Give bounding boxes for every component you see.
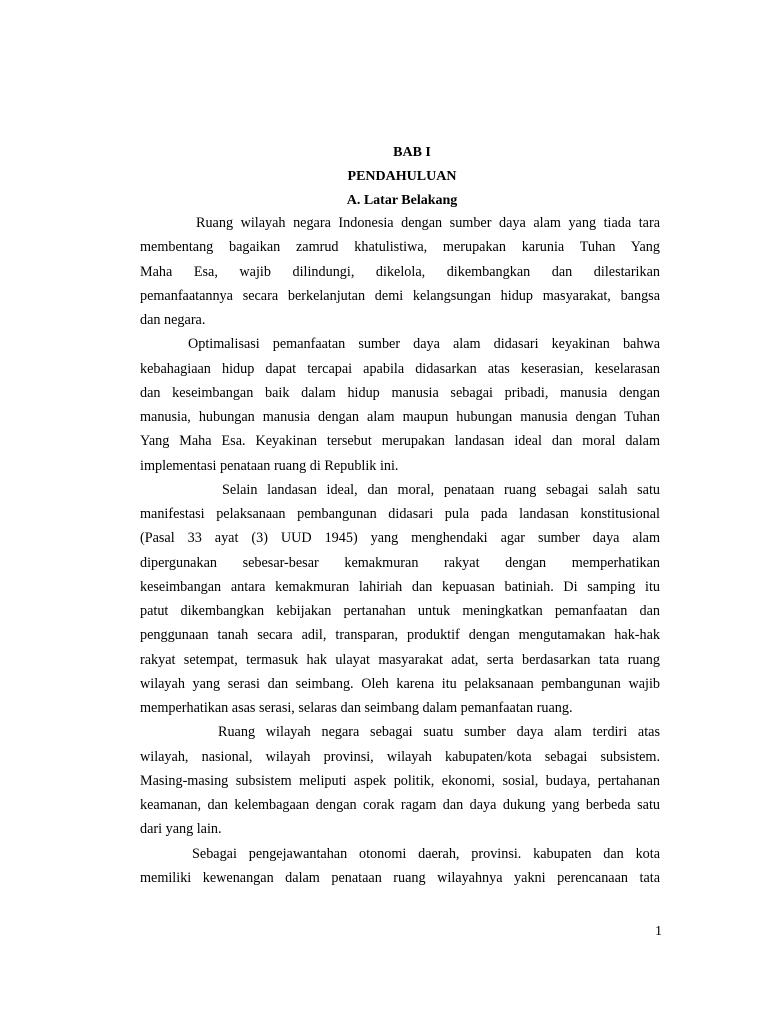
text-line: rakyat setempat, termasuk hak ulayat masyarakat adat, serta berdasarkan tata ruang — [140, 651, 660, 668]
text-line: patut dikembangkan kebijakan pertanahan untuk meningkatkan pemanfaatan dan — [140, 603, 660, 619]
paragraph — [140, 842, 660, 891]
text-line: manusia, hubungan manusia dengan alam maupun hubungan manusia dengan Tuhan — [140, 409, 660, 425]
text-line: dan negara. — [140, 312, 206, 328]
text-line: Selain landasan ideal, dan moral, penataan ruang sebagai salah satu — [222, 481, 660, 498]
text-line: pemanfaatannya secara berkelanjutan demi kelangsungan hidup masyarakat, bangsa — [140, 287, 660, 304]
text-line: Sebagai pengejawantahan otonomi daerah, provinsi. kabupaten dan kota — [192, 845, 660, 862]
chapter-number: BAB I — [393, 145, 431, 160]
text-line: implementasi penataan ruang di Republik ini. — [140, 457, 399, 474]
text-line: dipergunakan sebesar-besar kemakmuran rakyat dengan memperhatikan — [140, 554, 660, 571]
text-line: penggunaan tanah secara adil, transparan, produktif dengan mengutamakan hak-hak — [140, 627, 660, 644]
paragraph — [140, 211, 660, 332]
text-line: membentang bagaikan zamrud khatulistiwa, merupakan karunia Tuhan Yang — [140, 239, 660, 256]
text-line: (Pasal 33 ayat (3) UUD 1945) yang menghendaki agar sumber daya alam — [140, 530, 660, 547]
section-title: A. Latar Belakang — [346, 193, 458, 208]
text-line: Ruang wilayah negara sebagai suatu sumber daya alam terdiri atas — [218, 724, 660, 741]
text-line: dari yang lain. — [140, 821, 222, 838]
text-line: wilayah yang serasi dan seimbang. Oleh karena itu pelaksanaan pembangunan wajib — [140, 675, 660, 692]
text-line: Ruang wilayah negara Indonesia dengan sumber daya alam yang tiada tara — [196, 215, 660, 231]
text-line: dan keseimbangan baik dalam hidup manusia sebagai pribadi, manusia dengan — [140, 384, 660, 401]
text-line: memiliki kewenangan dalam penataan ruang wilayahnya yakni perencanaan tata — [140, 869, 660, 886]
text-line: kebahagiaan hidup dapat tercapai apabila didasarkan atas keserasian, keselarasan — [140, 360, 660, 377]
page-number: 1 — [655, 924, 662, 939]
text-line: Optimalisasi pemanfaatan sumber daya alam didasari keyakinan bahwa — [188, 336, 660, 353]
paragraph — [140, 332, 660, 478]
text-line: Masing-masing subsistem meliputi aspek politik, ekonomi, sosial, budaya, pertahanan — [140, 772, 660, 789]
text-line: Maha Esa, wajib dilindungi, dikelola, dikembangkan dan dilestarikan — [140, 263, 660, 280]
paragraph — [140, 720, 660, 841]
text-line: wilayah, nasional, wilayah provinsi, wilayah kabupaten/kota sebagai subsistem. — [140, 748, 660, 765]
paragraph — [140, 478, 660, 721]
text-line: manifestasi pelaksanaan pembangunan didasari pula pada landasan konstitusional — [140, 506, 660, 522]
text-line: keamanan, dan kelembagaan dengan corak ragam dan daya dukung yang berbeda satu — [140, 797, 660, 813]
text-line: Yang Maha Esa. Keyakinan tersebut merupakan landasan ideal dan moral dalam — [140, 433, 660, 450]
body-text — [140, 211, 660, 890]
text-line: keseimbangan antara kemakmuran lahiriah dan kepuasan batiniah. Di samping itu — [140, 578, 660, 595]
text-line: memperhatikan asas serasi, selaras dan seimbang dalam pemanfaatan ruang. — [140, 700, 573, 716]
chapter-title: PENDAHULUAN — [347, 169, 457, 184]
